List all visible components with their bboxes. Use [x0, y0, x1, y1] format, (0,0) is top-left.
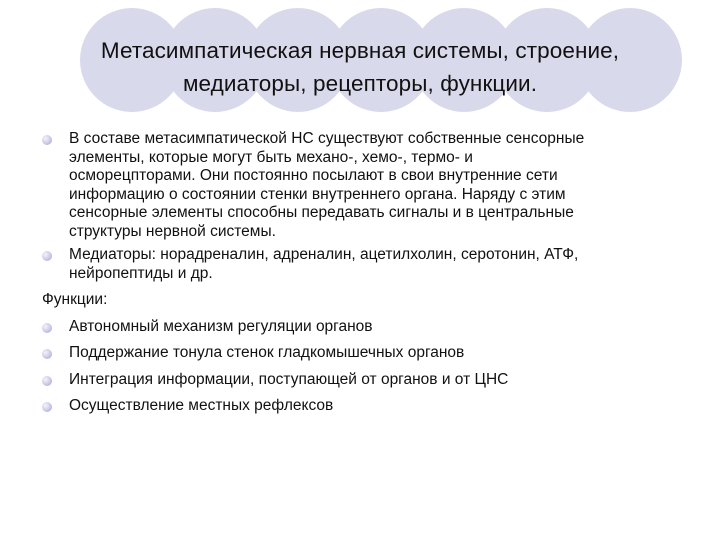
bullet-item: [42, 371, 682, 390]
text-line: Функции:: [42, 291, 108, 308]
text-line: В составе метасимпатической НС существуют собственные сенсорные: [69, 130, 585, 147]
functions-heading: [42, 291, 682, 310]
slide-body: [42, 130, 682, 416]
bullet-text: Интеграция информации, поступающей от органов и от ЦНС: [69, 370, 509, 388]
bullet-text: Поддержание тонула стенок гладкомышечных органов: [69, 344, 465, 361]
bullet-icon: [42, 402, 52, 412]
text-line: Медиаторы: норадреналин, адреналин, ацетилхолин, серотонин, АТФ,: [69, 246, 579, 263]
bullet-text: Автономный механизм регуляции органов: [69, 317, 373, 335]
title-line: Метасимпатическая нервная системы, строение,: [100, 38, 620, 63]
bullet-text: Осуществление местных рефлексов: [69, 397, 334, 414]
text-line: нейропептиды и др.: [69, 264, 213, 282]
text-line: сенсорные элементы способны передавать сигналы и в центральные: [69, 204, 574, 221]
bullet-item: [42, 318, 682, 337]
text-line: осморецпторами. Они постоянно посылают в свои внутренние сети: [69, 167, 558, 184]
bullet-icon: [42, 135, 52, 145]
slide-title: [20, 34, 700, 100]
text-line: информацию о состоянии стенки внутреннего органа. Наряду с этим: [69, 185, 566, 203]
bullet-item: [42, 246, 682, 283]
bullet-item: [42, 397, 682, 416]
bullet-text: [42, 130, 682, 241]
bullet-icon: [42, 349, 52, 359]
bullet-icon: [42, 323, 52, 333]
bullet-icon: [42, 251, 52, 261]
bullet-item: [42, 344, 682, 363]
text-line: структуры нервной системы.: [69, 222, 276, 240]
bullet-text: [42, 246, 682, 283]
title-line: медиаторы, рецепторы, функции.: [182, 71, 538, 96]
text-line: элементы, которые могут быть механо-, хемо-, термо- и: [69, 148, 473, 166]
bullet-item: [42, 130, 682, 241]
bullet-icon: [42, 376, 52, 386]
